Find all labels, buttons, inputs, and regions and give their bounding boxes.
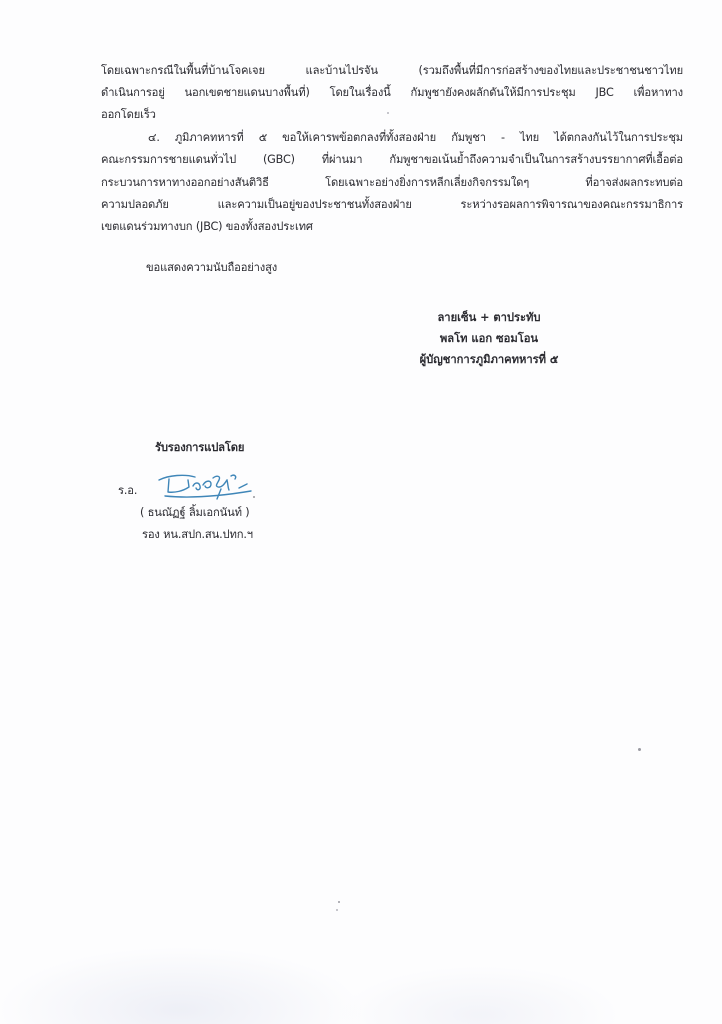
paragraph-4-line-1: ๔. ภูมิภาคทหารที่ ๕ ขอให้เคารพข้อตกลงที่ทั้งสองฝ่าย กัมพูชา - ไทย ได้ตกลงกันไว้ในการประชุม	[148, 131, 683, 144]
paragraph-4-line-4: ความปลอดภัย และความเป็นอยู่ของประชาชนทั้งสองฝ่าย ระหว่างรอผลการพิจารณาของคณะกรรมาธิการ	[101, 198, 683, 211]
signature-note: ลายเซ็น + ตาประทับ	[437, 311, 541, 324]
translator-signature	[155, 471, 259, 503]
translation-certification-heading: รับรองการแปลโดย	[155, 441, 245, 454]
paragraph-3-line-3: ออกโดยเร็ว	[101, 108, 156, 121]
translator-position: รอง หน.สปก.สน.ปทก.ฯ	[142, 528, 253, 541]
paragraph-3-line-2: ดำเนินการอยู่ นอกเขตชายแดนบางพื้นที่) โดยในเรื่องนี้ กัมพูชายังคงผลักดันให้มีการประชุม JBC เพื่อหาทาง	[101, 86, 683, 99]
signatory-name: พลโท แอก ซอมโอน	[439, 332, 539, 345]
paragraph-3-line-1: โดยเฉพาะกรณีในพื้นที่บ้านโจคเจย และบ้านไปรจัน (รวมถึงพื้นที่มีการก่อสร้างของไทยและประชาชนชาวไทย	[101, 64, 683, 77]
scan-speck	[638, 748, 641, 751]
paragraph-4-line-5: เขตแดนร่วมทางบก (JBC) ของทั้งสองประเทศ	[101, 220, 313, 233]
paragraph-4-line-2: คณะกรรมการชายแดนทั่วไป (GBC) ที่ผ่านมา กัมพูชาขอเน้นย้ำถึงความจำเป็นในการสร้างบรรยากาศที่เอื้อต่อ	[101, 153, 683, 166]
signatory-position: ผู้บัญชาการภูมิภาคทหารที่ ๕	[419, 353, 559, 366]
translator-name: ( ธนณัฏฐ์ ลิ้มเอกนันท์ )	[140, 506, 250, 519]
paragraph-4-line-3: กระบวนการหาทางออกอย่างสันติวิธี โดยเฉพาะอย่างยิ่งการหลีกเลี่ยงกิจกรรมใดๆ ที่อาจส่งผลกระทบต่อ	[101, 176, 683, 189]
scan-speck	[387, 112, 389, 114]
scan-speck	[336, 909, 338, 911]
closing-salutation: ขอแสดงความนับถืออย่างสูง	[146, 261, 278, 274]
scan-speck	[338, 901, 340, 903]
translator-rank: ร.อ.	[118, 484, 138, 497]
